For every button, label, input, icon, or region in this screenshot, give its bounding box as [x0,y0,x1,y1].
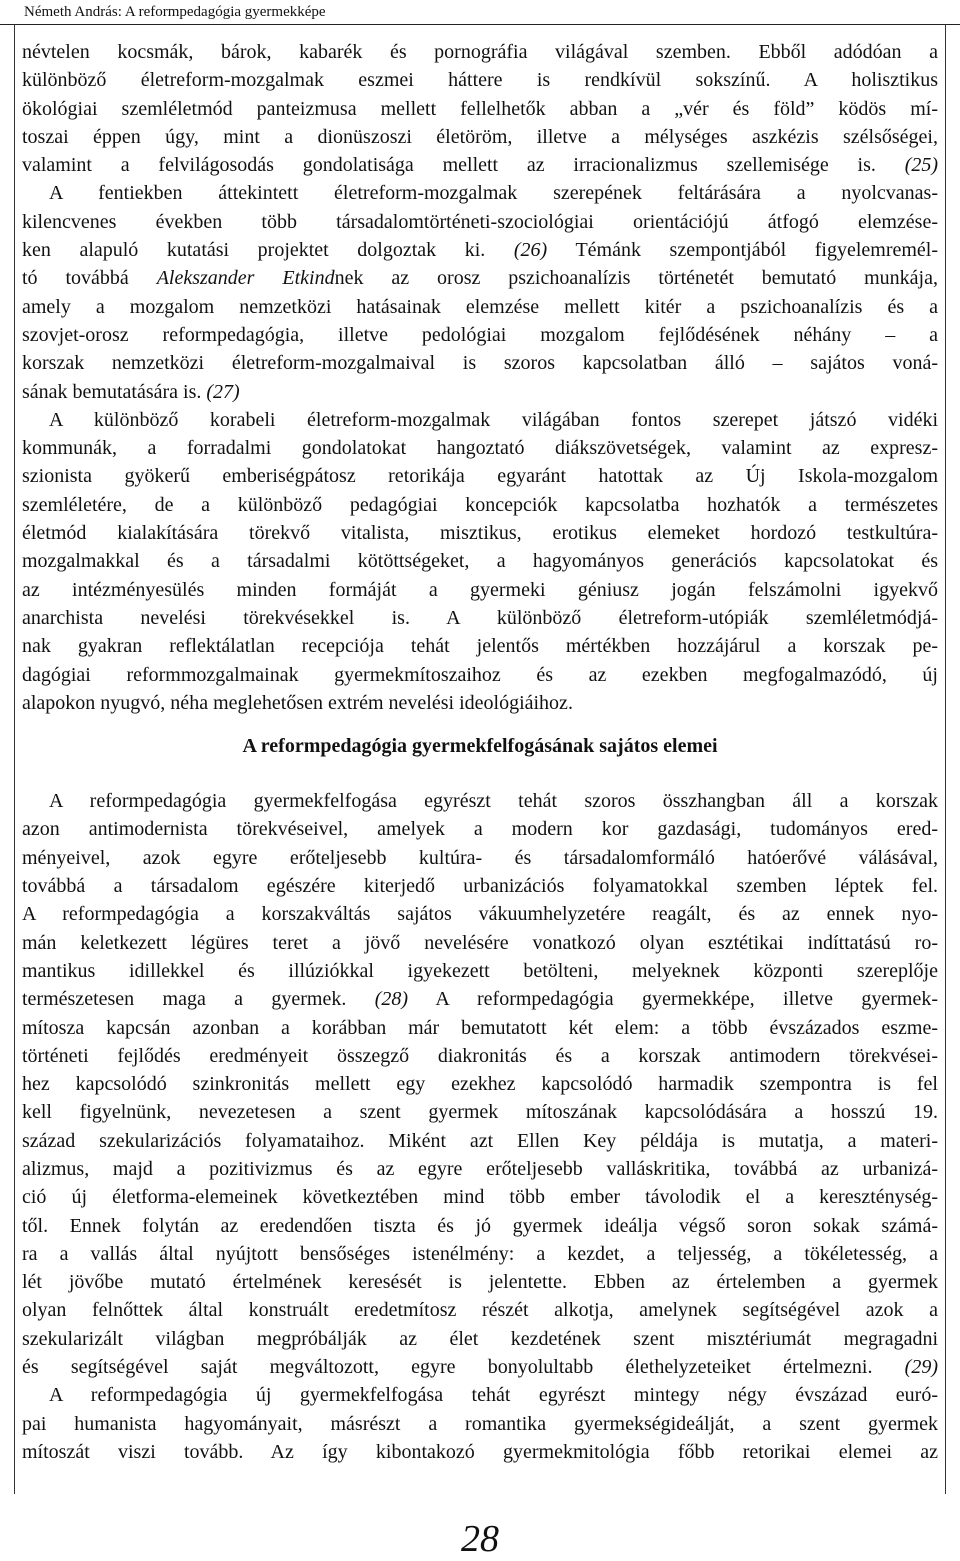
text-line: korszak nemzetközi életreform-mozgalmaival is szoros kapcsolatban álló – sajátos voná- [22,352,938,375]
text-line: nak gyakran reflektálatlan recepciója tehát jelentős mértékben hozzájárul a korszak pe- [22,635,938,658]
text-line: szemléletére, de a különböző pedagógiai koncepciók kapcsolatba hozhatók a természetes [22,493,938,516]
text-line: továbbá a társadalom egészére kiterjedő urbanizációs folyamatokkal szemben léptek fel. [22,875,938,898]
text-line: mítosza kapcsán azonban a korábban már bemutatott két elem: a több évszázados eszme- [22,1016,938,1039]
page-number: 28 [461,1518,499,1560]
paragraph-4 [22,787,938,1381]
text-span: természetesen maga a gyermek. [22,988,347,1011]
text-span: ken alapuló kutatási projektet dolgoztak ki. [22,239,486,262]
text-line: ökológiai szemléletmód panteizmusa mellett fellelhetők abban a „vér és föld” ködös mí- [22,97,938,120]
text-line [22,378,938,406]
text-line: szionista gyökerű emberiségpátosz retorikája egyaránt hatottak az Új Iskola-mozgalom [22,465,938,488]
page-body [22,38,938,1466]
text-line: az intézményesülés minden formáját a gyermeki géniusz jogán felszámolni igyekvő [22,578,938,601]
text-line: szovjet-orosz reformpedagógia, illetve pedológiai mozgalom fejlődésének néhány – a [22,323,938,346]
text-span: A reformpedagógia gyermekképe, illetve gyermek- [435,988,938,1011]
text-line: A különböző korabeli életreform-mozgalmak világában fontos szerepet játszó vidéki [49,408,938,431]
text-line: történeti fejlődés eredményeit összegző diakronitás és a korszak antimodern törekvései- [22,1044,938,1067]
text-line: század szekularizációs folyamataihoz. Miként azt Ellen Key példája is mutatja, a materi- [22,1129,938,1152]
text-line: toszai éppen úgy, mint a dionüszoszi életöröm, illetve a mélységes aszkézis szélsőségei, [22,125,938,148]
text-span: nek az orosz pszichoanalízis történetét bemutató munkája, [334,267,938,290]
paragraph-1 [22,38,938,179]
paragraph-3 [22,406,938,717]
text-span: tó továbbá [22,267,129,290]
text-line: ció új életforma-elemeinek következtében mind több ember távolodik el a kereszténység- [22,1186,938,1209]
footnote-ref-28: (28) [374,988,409,1011]
text-line: alapokon nyugvó, néha meglehetősen extrém nevelési ideológiáihoz. [22,691,573,714]
text-line: azon antimodernista törekvéseivel, amelyek a modern kor gazdasági, tudományos ered- [22,818,938,841]
text-line: kell figyelnünk, nevezetesen a szent gyermek mítoszának kapcsolódására a hosszú 19. [22,1101,938,1124]
author-name: Alekszander Etkind [156,267,335,290]
running-header: Németh András: A reformpedagógia gyermekképe [24,4,326,20]
text-line: lét jövőbe mutató értelmének keresését is jelentette. Ebben az értelemben a gyermek [22,1271,938,1294]
footnote-ref-25: (25) [904,154,939,177]
text-line [22,1353,938,1381]
left-margin-rule [14,24,15,1494]
section-heading: A reformpedagógia gyermekfelfogásának sajátos elemei [242,735,718,758]
text-line: pai humanista hagyományait, másrészt a romantika gyermekségideálját, a szent gyermek [22,1412,938,1435]
text-line [22,264,938,292]
footnote-ref-29: (29) [904,1356,938,1379]
text-span: sának bemutatására is. [22,380,202,403]
text-line: életmód kialakítására törekvő vitalista, misztikus, erotikus elemeket hordozó testkultúra- [22,522,938,545]
text-line: mítoszát viszi tovább. Az így kibontakozó gyermekmitológia főbb retorikai elemei az [22,1440,938,1463]
paragraph-5 [22,1381,938,1466]
text-span: Témánk szempontjából figyelemremél- [575,239,939,262]
text-line: kommunák, a forradalmi gondolatokat hangoztató diákszövetségek, valamint az expresz- [22,437,938,460]
footnote-ref-26: (26) [513,239,548,262]
text-line: A reformpedagógia a korszakváltás sajátos vákuumhelyzetére reagált, és az ennek nyo- [22,903,938,926]
text-line: A fentiekben áttekintett életreform-mozgalmak szerepének feltárására a nyolcvanas- [49,182,938,205]
text-line: dagógiai reformmozgalmainak gyermekmítoszaihoz és az ezekben megfogalmazódó, új [22,663,938,686]
text-line [22,985,938,1013]
text-line: kilencvenes években több társadalomtörténeti-szociológiai orientációjú átfogó elemzése- [22,210,938,233]
text-line: ra a vallás által nyújtott bensőséges istenélmény: a kezdet, a teljesség, a tökéletesség, a [22,1242,938,1265]
text-line: mantikus idillekkel és illúziókkal igyekezett betölteni, melyeknek központi szereplője [22,959,938,982]
text-line: anarchista nevelési törekvésekkel is. A különböző életreform-utópiák szemléletmódjá- [22,606,938,629]
text-line: hez kapcsolódó szinkronitás mellett egy ezekhez kapcsolódó harmadik szempontra is fel [22,1073,938,1096]
text-line: A reformpedagógia új gyermekfelfogása tehát egyrészt mintegy négy évszázad euró- [49,1384,938,1407]
text-line: névtelen kocsmák, bárok, kabarék és pornográfia világával szemben. Ebből adódóan a [22,41,938,63]
text-line: mozgalmakkal és a társadalmi kötöttségeket, a hagyományos generációs kapcsolatokat és [22,550,938,573]
right-margin-rule [945,24,946,1494]
text-line: től. Ennek folytán az eredendően tiszta és jó gyermek ideálja végső soron sokak számá- [22,1214,938,1237]
text-line: A reformpedagógia gyermekfelfogása egyrészt tehát szoros összhangban áll a korszak [49,790,938,813]
text-line: ményeivel, azok egyre erőteljesebb kultúra- és társadalomformáló hatóerővé válásával, [22,846,938,869]
footnote-ref-27: (27) [206,380,240,403]
text-line: mán keletkezett légüres teret a jövő nevelésére vonatkozó olyan esztétikai indíttatású ro- [22,931,938,954]
text-line [22,151,938,179]
text-line: szekularizált világban megpróbálják az élet kezdetének szent misztériumát megragadni [22,1327,938,1350]
text-span: valamint a felvilágosodás gondolatisága mellett az irracionalizmus szellemisége is. [22,154,876,177]
text-line: alizmus, majd a pozitivizmus és az egyre erőteljesebb valláskritika, továbbá az urbanizá- [22,1157,938,1180]
text-line: amely a mozgalom nemzetközi hatásainak elemzése mellett kitér a pszichoanalízis és a [22,295,938,318]
text-line: különböző életreform-mozgalmak eszmei háttere is rendkívül sokszínű. A holisztikus [22,69,938,92]
text-line [22,236,938,264]
header-rule [0,24,960,25]
text-line: olyan felnőttek által konstruált eredetmítosz részét alkotja, amelynek segítségével azok a [22,1299,938,1322]
text-span: és segítségével saját megváltozott, egyre bonyolultabb élethelyzeteiket értelmezni. [22,1356,873,1379]
paragraph-2 [22,179,938,405]
